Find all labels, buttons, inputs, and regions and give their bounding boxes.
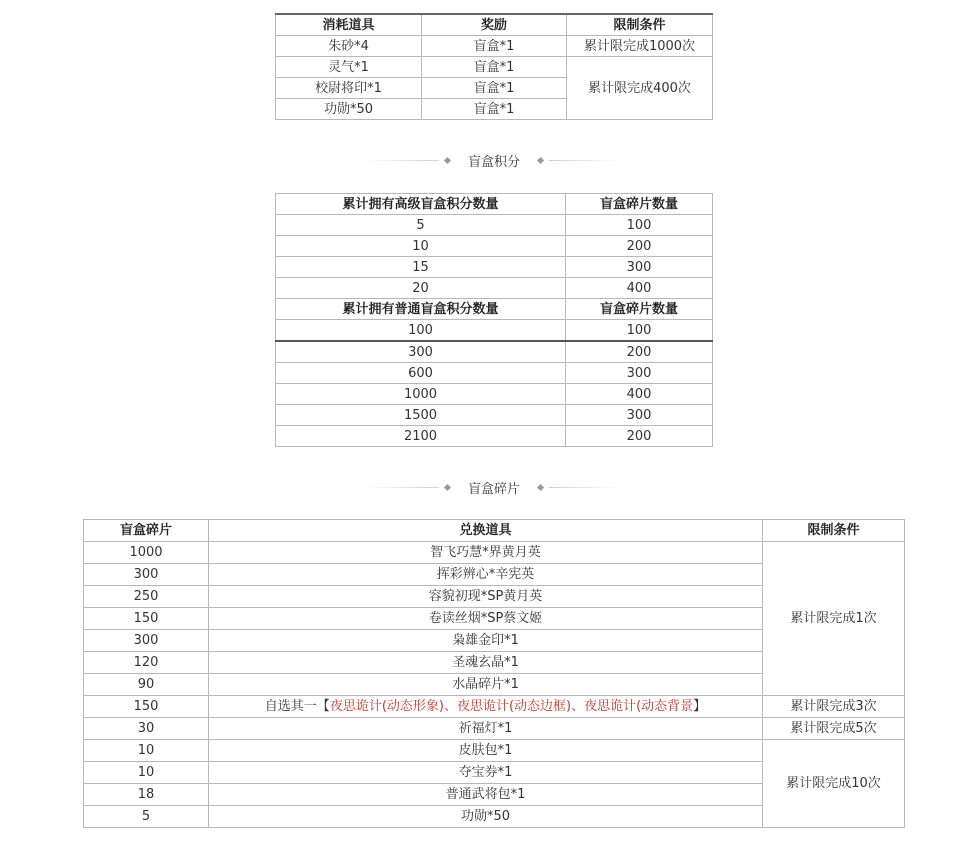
consume-item-cell: 灵气*1 <box>276 57 422 78</box>
table-header-row <box>84 520 905 542</box>
table-row <box>84 542 905 564</box>
header-consume-item: 消耗道具 <box>276 14 422 36</box>
consume-reward-table <box>275 13 713 120</box>
cost-cell: 10 <box>84 740 209 762</box>
reward-cell: 盲盒*1 <box>422 57 567 78</box>
header-limit: 限制条件 <box>567 14 713 36</box>
table-header-row <box>276 194 713 215</box>
fragment-cell: 400 <box>566 384 713 405</box>
table-row <box>276 257 713 278</box>
exchange-item-cell: 水晶碎片*1 <box>209 674 763 696</box>
table-row <box>84 718 905 740</box>
consume-item-cell: 校尉将印*1 <box>276 78 422 99</box>
diamond-icon <box>444 156 451 163</box>
fragment-cell: 300 <box>566 405 713 426</box>
fragment-cell: 100 <box>566 320 713 342</box>
cost-cell: 30 <box>84 718 209 740</box>
fragment-cell: 200 <box>566 341 713 363</box>
limit-cell: 累计限完成3次 <box>763 696 905 718</box>
divider-line <box>369 160 439 161</box>
table-row <box>276 384 713 405</box>
reward-cell: 盲盒*1 <box>422 99 567 120</box>
consume-item-cell: 功勋*50 <box>276 99 422 120</box>
cost-cell: 10 <box>84 762 209 784</box>
fragment-cell: 400 <box>566 278 713 299</box>
table-row <box>276 426 713 447</box>
points-fragment-table <box>275 193 713 447</box>
table-row <box>276 320 713 342</box>
cost-cell: 250 <box>84 586 209 608</box>
table-row <box>84 740 905 762</box>
points-cell: 2100 <box>276 426 566 447</box>
exchange-item-cell: 智飞巧慧*界黄月英 <box>209 542 763 564</box>
table-row <box>276 57 713 78</box>
reward-cell: 盲盒*1 <box>422 78 567 99</box>
table-header-row <box>276 14 713 36</box>
points-cell: 100 <box>276 320 566 342</box>
header-exchange-item: 兑换道具 <box>209 520 763 542</box>
exchange-item-cell: 卷读丝烟*SP蔡文姬 <box>209 608 763 630</box>
header-fragment: 盲盒碎片 <box>84 520 209 542</box>
fragment-exchange-table <box>83 519 905 828</box>
exchange-item-cell: 容貌初现*SP黄月英 <box>209 586 763 608</box>
divider-line <box>549 487 619 488</box>
divider-line <box>369 487 439 488</box>
cost-cell: 90 <box>84 674 209 696</box>
table-header-row <box>276 299 713 320</box>
points-cell: 5 <box>276 215 566 236</box>
exchange-item-cell: 枭雄金印*1 <box>209 630 763 652</box>
points-cell: 20 <box>276 278 566 299</box>
table-row <box>276 236 713 257</box>
table-row <box>276 405 713 426</box>
cost-cell: 150 <box>84 696 209 718</box>
exchange-item-cell: 夺宝券*1 <box>209 762 763 784</box>
fragment-cell: 100 <box>566 215 713 236</box>
header-fragment-count: 盲盒碎片数量 <box>566 299 713 320</box>
limit-cell: 累计限完成1000次 <box>567 36 713 57</box>
points-cell: 15 <box>276 257 566 278</box>
points-cell: 300 <box>276 341 566 363</box>
header-high-points: 累计拥有高级盲盒积分数量 <box>276 194 566 215</box>
diamond-icon <box>537 483 544 490</box>
table-row <box>276 363 713 384</box>
table-row <box>276 215 713 236</box>
table-row <box>276 36 713 57</box>
exchange-item-cell: 圣魂玄晶*1 <box>209 652 763 674</box>
option-prefix: 自选其一【 <box>264 698 330 714</box>
limit-cell: 累计限完成5次 <box>763 718 905 740</box>
diamond-icon <box>537 156 544 163</box>
cost-cell: 150 <box>84 608 209 630</box>
table-row <box>84 696 905 718</box>
divider-line <box>549 160 619 161</box>
section-title: 盲盒碎片 <box>467 481 520 497</box>
exchange-item-cell: 普通武将包*1 <box>209 784 763 806</box>
reward-cell: 盲盒*1 <box>422 36 567 57</box>
fragment-cell: 200 <box>566 236 713 257</box>
cost-cell: 300 <box>84 564 209 586</box>
header-reward: 奖励 <box>422 14 567 36</box>
header-normal-points: 累计拥有普通盲盒积分数量 <box>276 299 566 320</box>
cost-cell: 300 <box>84 630 209 652</box>
cost-cell: 5 <box>84 806 209 828</box>
header-fragment-count: 盲盒碎片数量 <box>566 194 713 215</box>
points-cell: 10 <box>276 236 566 257</box>
option-list: 夜思诡计(动态形象)、夜思诡计(动态边框)、夜思诡计(动态背景 <box>329 698 694 714</box>
points-cell: 1500 <box>276 405 566 426</box>
points-cell: 600 <box>276 363 566 384</box>
option-suffix: 】 <box>693 698 707 714</box>
diamond-icon <box>444 483 451 490</box>
points-cell: 1000 <box>276 384 566 405</box>
cost-cell: 1000 <box>84 542 209 564</box>
consume-item-cell: 朱砂*4 <box>276 36 422 57</box>
fragment-cell: 300 <box>566 363 713 384</box>
cost-cell: 120 <box>84 652 209 674</box>
limit-cell: 累计限完成400次 <box>567 57 713 120</box>
exchange-item-cell: 皮肤包*1 <box>209 740 763 762</box>
exchange-item-cell: 挥彩辨心*辛宪英 <box>209 564 763 586</box>
table-row <box>276 341 713 363</box>
section-heading-fragments <box>354 477 634 497</box>
cost-cell: 18 <box>84 784 209 806</box>
exchange-item-cell: 功勋*50 <box>209 806 763 828</box>
limit-cell: 累计限完成1次 <box>763 542 905 696</box>
section-heading-points <box>354 150 634 170</box>
header-limit: 限制条件 <box>763 520 905 542</box>
exchange-item-cell: 祈福灯*1 <box>209 718 763 740</box>
section-title: 盲盒积分 <box>467 154 520 170</box>
fragment-cell: 200 <box>566 426 713 447</box>
limit-cell: 累计限完成10次 <box>763 740 905 828</box>
table-row <box>276 278 713 299</box>
fragment-cell: 300 <box>566 257 713 278</box>
exchange-item-cell <box>209 696 763 718</box>
